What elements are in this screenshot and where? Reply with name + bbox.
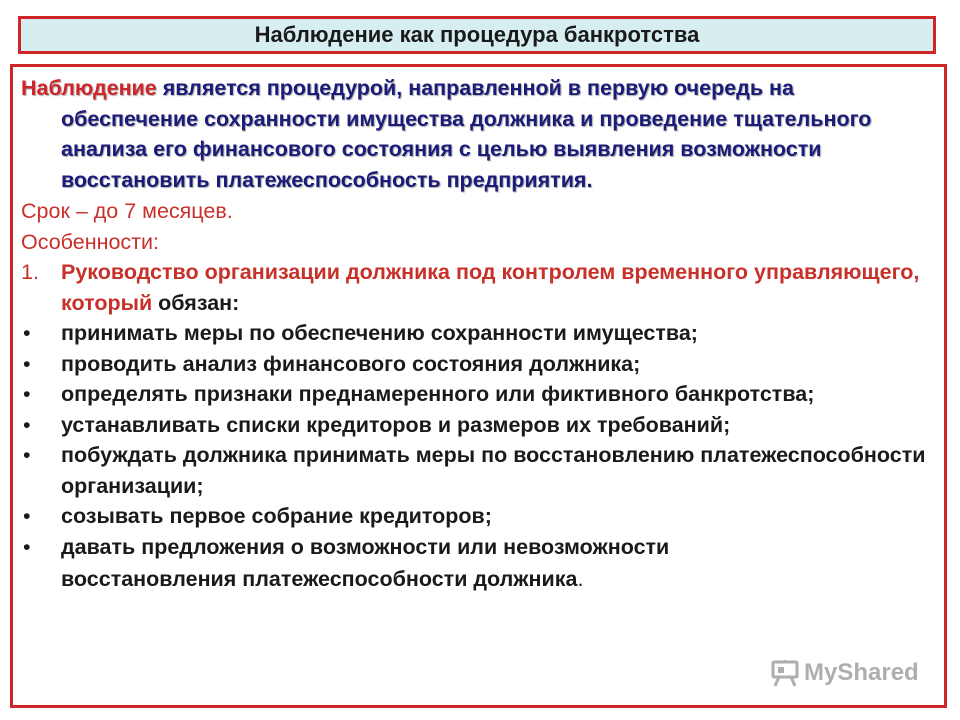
content-box [10,64,947,708]
slide-title [18,16,936,54]
bullet-text: принимать меры по обеспечению сохранности имущества; [61,321,698,345]
bullet-text: давать предложения о возможности или невозможности [61,534,670,559]
bullet-item [21,318,934,349]
watermark-text: MyShared [804,659,919,686]
bullet-text: устанавливать списки кредиторов и размеров их требований; [61,412,731,437]
item-number: 1. [21,260,39,284]
bullet-marker: • [23,534,31,559]
bullet-marker: • [23,321,31,345]
bullet-continuation [21,562,934,596]
numbered-item-1 [21,257,934,318]
bullet-item [21,440,934,501]
numbered-item-red-text: Руководство организации должника под контролем временного управляющего, который [61,260,920,315]
last-line-tail: . [577,567,584,591]
bullet-item [21,349,934,380]
bullet-marker: • [23,443,31,467]
bullet-text: побуждать должника принимать меры по восстановлению платежеспособности организации; [61,443,926,498]
bullet-item [21,379,934,410]
numbered-item-text [61,257,934,318]
term-line: Срок – до 7 месяцев. [21,199,233,223]
bullet-marker: • [23,351,31,376]
slide-title-text: Наблюдение как процедура банкротства [254,22,700,47]
bullet-marker: • [23,504,31,528]
features-label: Особенности: [21,229,159,254]
last-line-text: восстановления платежеспособности должника [61,567,578,591]
bullet-marker: • [23,412,31,437]
bullet-item [21,532,934,563]
bullet-marker: • [23,382,31,406]
numbered-item-black-text: обязан: [152,290,240,315]
intro-term: Наблюдение [21,76,157,100]
presentation-board-icon [770,659,800,687]
bullet-text: определять признаки преднамеренного или фиктивного банкротства; [61,382,815,406]
bullet-continuation-text [61,562,583,596]
bullet-text: созывать первое собрание кредиторов; [61,504,492,528]
bullet-text: проводить анализ финансового состояния должника; [61,351,641,376]
intro-text: является процедурой, направленной в первую очередь на обеспечение сохранности имущества должника и проведение тщательного анализа его финансового состояния с целью выявления возможности восстановить платежеспособность предприятия. [61,76,872,192]
intro-paragraph [21,73,934,195]
bullet-item [21,501,934,532]
bullet-item [21,410,934,441]
watermark [770,656,919,690]
